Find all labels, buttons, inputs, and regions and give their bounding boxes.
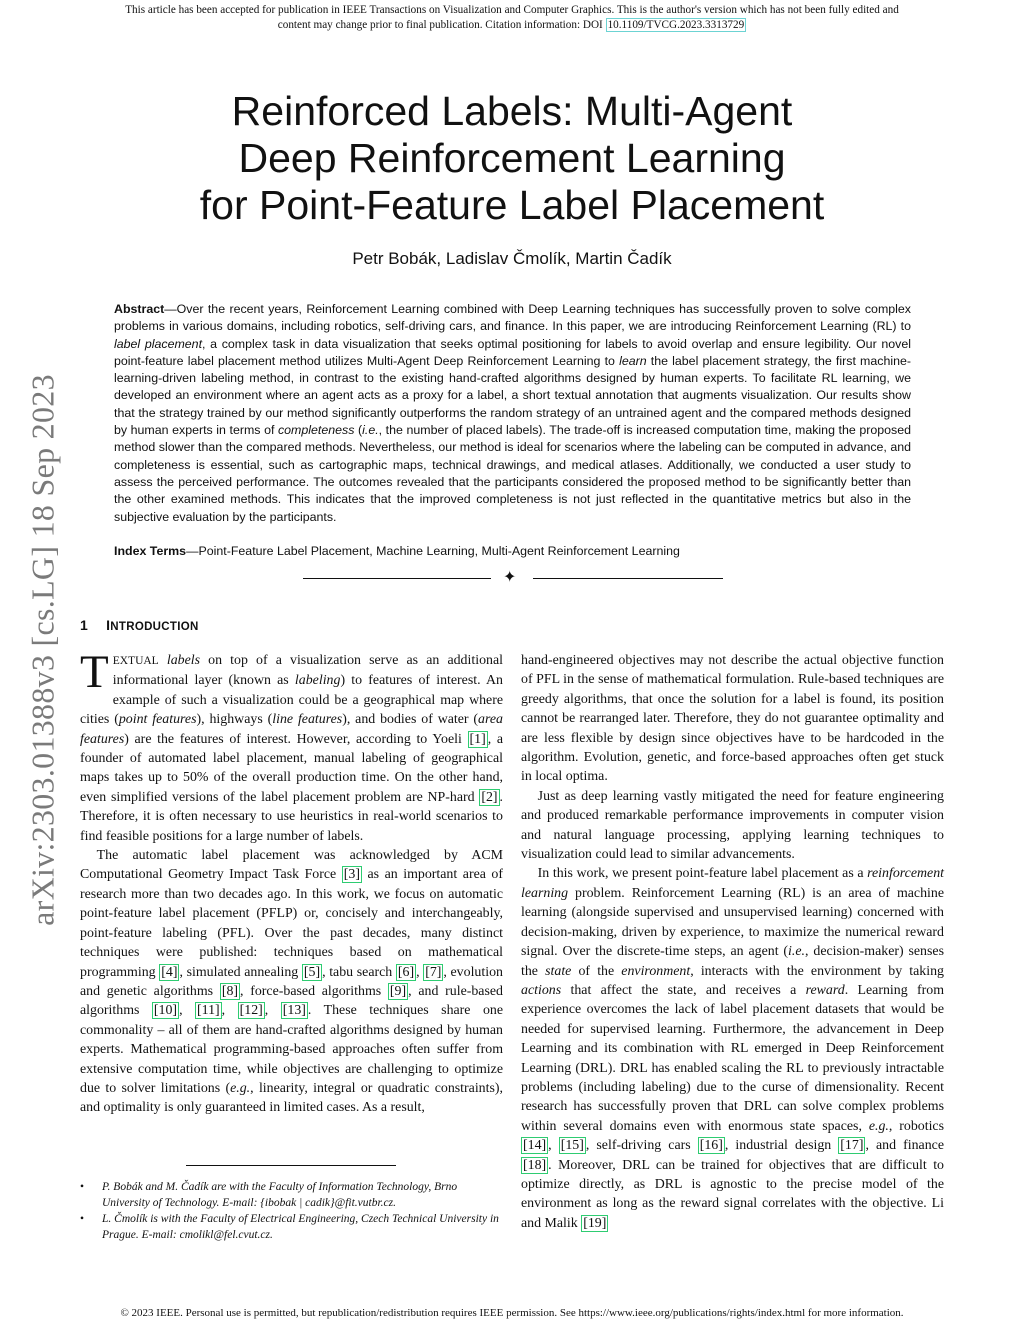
intro-paragraph-2: The automatic label placement was acknowledged by ACM Computational Geometry Impact Task Force [3] as an important area of research more than two decades ago. In this work, we focus on automatic point-feature label placement (PFLP) or, concisely and interchangeably, point-feature labeling (PFL). Over the past decades, many distinct techniques were published: techniques based on mathematical programming [4] , simulated annealing [5] , tabu search [6] , [7] , evolution and genetic algorithms [8] , force-based algorithms [9] , and rule-based algorithms [10] , [11] , [12] , [13] . These techniques share one commonality – all of them are hand-crafted algorithms designed by human experts. Mathematical programming-based approaches often suffer from extensive computation time, while objectives are challenging to optimize due to solver limitations (e.g., linearity, integral or quadratic constraints), and optimality is only guaranteed in limited cases. As a result, [80,848,504,1116]
citation-link[interactable]: [14] [523,1138,547,1154]
index-terms: Index Terms—Point-Feature Label Placement, Machine Learning, Multi-Agent Reinforcement Learning [114,544,680,558]
title-line-1: Reinforced Labels: Multi-Agent [231,88,793,134]
abstract: Abstract—Over the recent years, Reinforcement Learning combined with Deep Learning techniques has successfully proven to solve complex problems in various domains, including robotics, self-driving cars, and finance. In this paper, we are introducing Reinforcement Learning (RL) to label placement, a complex task in data visualization that seeks optimal positioning for labels to avoid overlap and ensure legibility. Our novel point-feature label placement method utilizes Multi-Agent Deep Reinforcement Learning to learn the label placement strategy, the first machine-learning-driven labeling method, in contrast to the existing hand-crafted algorithms designed by human experts. To facilitate RL learning, we developed an environment where an agent acts as a proxy for a label, a short textual annotation that augments visualization. Our results show that the strategy trained by our method significantly outperforms the random strategy of an untrained agent and the compared methods designed by human experts in terms of completeness (i.e., the number of placed labels). The trade-off is increased computation time, making the proposed method slower than the compared methods. Nevertheless, our method is ideal for scenarios where the labeling can be computed in advance, and completeness is essential, such as cartographic maps, technical drawings, and medical atlases. Additionally, we conducted a user study to assess the perceived performance. The outcomes revealed that the participants considered the proposed method to be significantly better than the other examined methods. This indicates that the improved completeness is not just reflected in the quantitative metrics but also in the subjective evaluation by the participants. [114,302,911,524]
citation-link[interactable]: [6] [397,964,415,980]
title-line-3: for Point-Feature Label Placement [199,182,825,228]
arxiv-stamp: arXiv:2303.01388v3 [cs.LG] 18 Sep 2023 [24,374,61,926]
intro-paragraph-1: TEXTUAL labels on top of a visualization serve as an additional informational layer (known as labeling) to features of interest. An example of such a visualization could be a geographical map where cities (point features), highways (line features), and bodies of water (area features) are the features of interest. However, according to Yoeli [1] , a founder of automated label placement, manual labeling of geographical maps takes up to 50% of the overall production time. On the other hand, even simplified versions of the label placement problem are NP-hard [2] . Therefore, it is often necessary to use heuristics in real-world scenarios to find feasible positions for a large number of labels. [80,646,503,844]
intro-paragraph-5: In this work, we present point-feature label placement as a reinforcement learning problem. Reinforcement Learning (RL) is an area of machine learning (alongside supervised and unsupervised learning) concerned with decision-making, driven by experience, to maximize the numerical reward signal. Over the discrete-time steps, an agent (i.e., decision-maker) senses the state of the environment, interacts with the environment by taking actions that affect the state, and receives a reward. Learning from experience overcomes the lack of label placement datasets that would be needed for supervised learning. Furthermore, the advancement in Deep Learning and its combination with RL emerged in Deep Reinforcement Learning (DRL). DRL has enabled scaling the RL to previously intractable problems (including labeling) due to the curse of dimensionality. Recent research has successfully proven that DRL can solve complex problems within several domains even with enormous state spaces, e.g., robotics [14] , [15] , self-driving cars [16] , industrial design [17] , and finance [18] . Moreover, DRL can be trained for objectives that are difficult to optimize directly, as DRL is agnostic to the precise model of the environment as long as the reward signal correlates with the objective. Li and Malik [19] [521,866,944,1231]
section-heading-introduction: 1 INTRODUCTION [80,617,199,633]
copyright-notice: © 2023 IEEE. Personal use is permitted, but republication/redistribution requires IEEE permission. See https://www.ieee.org/publications/rights/index.html for more information. [120,1307,904,1319]
citation-link[interactable]: [8] [221,983,239,999]
title-line-2: Deep Reinforcement Learning [238,135,786,181]
intro-paragraph-3: hand-engineered objectives may not describe the actual objective function of PFL in the sense of mathematical formulation. Rule-based techniques are greedy algorithms, that once the solution for a label is found, its position cannot be rearranged later. Therefore, they do not guarantee optimality and are less flexible by design since objectives have to be hardcoded in the algorithm. Evolution, genetic, and force-based approaches often get stuck in local optima. [521,653,944,785]
footnote-item: • P. Bobák and M. Čadík are with the Faculty of Information Technology, Brno University of Technology. E-mail: {ibobak | cadik}@fit.vutbr.cz. [80,1180,503,1211]
divider-line-right [533,578,723,579]
citation-link[interactable]: [16] [699,1138,723,1154]
citation-link[interactable]: [10] [153,1003,178,1019]
citation-link[interactable]: [9] [389,983,407,999]
citation-link[interactable]: [11] [197,1003,220,1019]
affiliation-footnotes [80,1180,503,1244]
citation-link[interactable]: [19] [583,1215,607,1231]
notice-line-1: This article has been accepted for publication in IEEE Transactions on Visualization and Computer Graphics. This is the author's version which has not been fully edited and [125,4,899,16]
citation-link[interactable]: [13] [282,1003,306,1019]
footnote-item: • L. Čmolík is with the Faculty of Electrical Engineering, Czech Technical University in Prague. E-mail: cmolikl@fel.cvut.cz. [80,1212,503,1243]
citation-link[interactable]: [2] [481,789,498,805]
doi-link[interactable]: 10.1109/TVCG.2023.3313729 [607,19,745,31]
citation-link[interactable]: [1] [469,731,486,747]
intro-paragraph-4: Just as deep learning vastly mitigated the need for feature engineering and produced remarkable performance improvements in computer vision and natural language processing, applying learning techniques to visualization could lead to similar advancements. [521,788,944,863]
divider-diamond-icon: ✦ [503,569,517,586]
publication-notice [60,3,964,33]
citation-link[interactable]: [5] [303,964,321,980]
right-column [521,651,944,1233]
drop-cap: T [80,646,109,698]
section-divider [303,571,723,587]
citation-link[interactable]: [17] [840,1138,864,1154]
citation-link[interactable]: [4] [161,964,178,980]
author-list: Petr Bobák, Ladislav Čmolík, Martin Čadík [352,249,672,268]
left-column [80,646,504,1118]
citation-link[interactable]: [7] [425,964,442,980]
citation-link[interactable]: [18] [523,1157,547,1173]
paper-title [112,88,912,229]
citation-link[interactable]: [3] [343,867,360,883]
divider-line-left [303,578,491,579]
citation-link[interactable]: [15] [560,1138,584,1154]
footnote-rule [186,1165,396,1166]
notice-line-2: content may change prior to final publication. Citation information: DOI 10.1109/TVCG.2023.3313729 [277,19,745,31]
citation-link[interactable]: [12] [239,1003,263,1019]
